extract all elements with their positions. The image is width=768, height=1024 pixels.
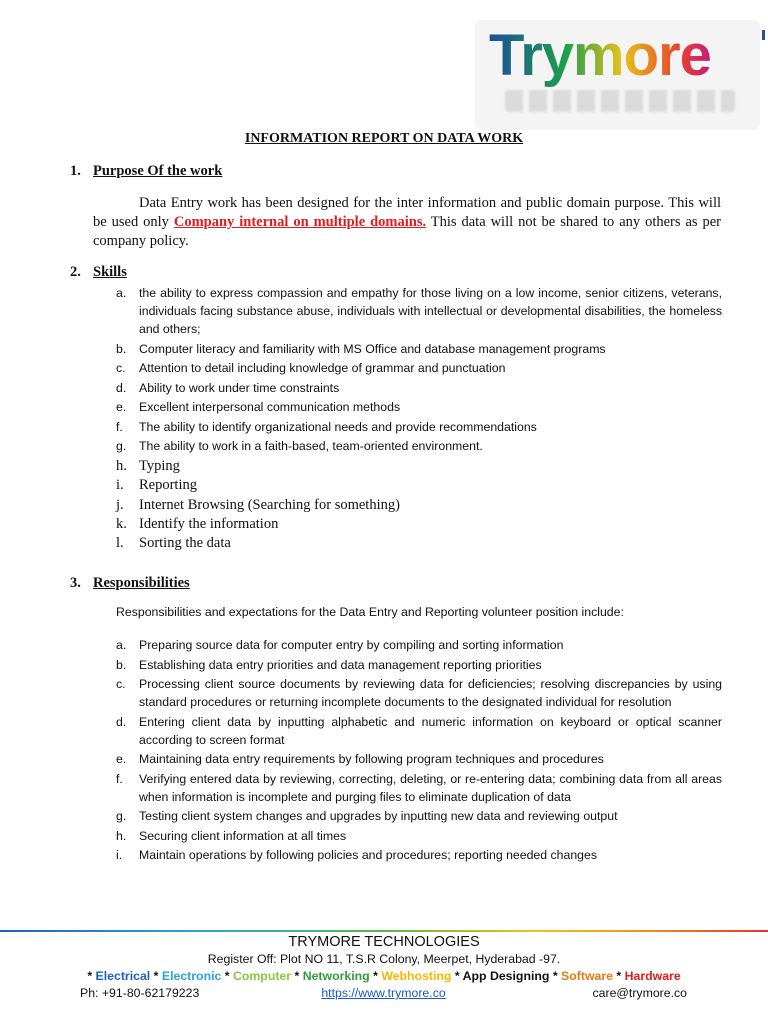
purpose-text: Data Entry work has been designed for the inter information and public domain purpose. This will be used only — [93, 195, 721, 230]
list-marker: a. — [116, 286, 127, 300]
section-number: 3. — [70, 575, 81, 591]
list-item — [116, 457, 722, 476]
service-separator: * — [616, 969, 622, 983]
list-item-text: Excellent interpersonal communication methods — [139, 400, 401, 414]
list-marker: l. — [116, 535, 124, 552]
list-item-text: Typing — [139, 458, 180, 474]
service-separator: * — [454, 969, 460, 983]
responsibilities-intro: Responsibilities and expectations for the Data Entry and Reporting volunteer position include: — [116, 605, 624, 619]
list-item-text: The ability to identify organizational needs and provide recommendations — [139, 419, 537, 434]
list-marker: c. — [116, 677, 126, 691]
list-item-text: Identify the information — [139, 515, 279, 532]
list-marker: d. — [116, 380, 127, 395]
section-number: 2. — [70, 264, 81, 280]
list-item — [116, 398, 722, 416]
section-number: 1. — [70, 163, 81, 179]
list-item-text: The ability to work in a faith-based, team-oriented environment. — [139, 439, 483, 453]
service-separator: * — [552, 969, 558, 983]
section-title: Purpose Of the work — [93, 163, 223, 179]
list-marker: i. — [116, 477, 124, 494]
list-marker: c. — [116, 361, 126, 375]
list-marker: g. — [116, 809, 127, 823]
list-item-text: Maintain operations by following policies and procedures; reporting needed changes — [139, 848, 598, 862]
list-item — [116, 636, 722, 654]
list-item — [116, 656, 722, 674]
list-item-text: Verifying entered data by reviewing, correcting, deleting, or re-entering data; combining data from all areas when information is incomplete and purging files to eliminate duplication of data — [139, 771, 722, 804]
list-marker: a. — [116, 638, 127, 652]
purpose-highlight: Company internal on multiple domains. — [173, 214, 427, 230]
list-item-text: Computer literacy and familiarity with MS Office and database management programs — [139, 341, 606, 356]
list-marker: b. — [116, 341, 127, 356]
footer-services — [0, 969, 768, 983]
list-item — [116, 846, 722, 864]
list-marker: j. — [116, 496, 124, 513]
list-marker: k. — [116, 515, 127, 532]
footer-company: TRYMORE TECHNOLOGIES — [288, 934, 480, 950]
list-item — [116, 770, 722, 806]
service-label: App Designing — [462, 969, 550, 983]
list-item — [116, 284, 722, 338]
list-item-text: Preparing source data for computer entry by compiling and sorting information — [139, 638, 564, 652]
list-item — [116, 340, 722, 358]
list-item-text: Securing client information at all times — [139, 828, 347, 843]
list-marker: g. — [116, 439, 127, 453]
section-purpose-heading — [70, 163, 222, 180]
service-separator: * — [153, 969, 159, 983]
list-item — [116, 515, 722, 534]
document-title: INFORMATION REPORT ON DATA WORK — [244, 131, 524, 146]
section-title: Responsibilities — [93, 575, 190, 591]
list-item — [116, 437, 722, 455]
list-marker: b. — [116, 657, 127, 672]
list-marker: f. — [116, 771, 123, 786]
service-label: Electrical — [95, 969, 151, 983]
list-item — [116, 807, 722, 825]
list-marker: d. — [116, 714, 127, 729]
list-item — [116, 359, 722, 377]
service-separator: * — [224, 969, 230, 983]
trymore-logo — [475, 20, 760, 130]
service-separator: * — [294, 969, 300, 983]
skills-list-basic — [116, 457, 722, 553]
list-item-text: Establishing data entry priorities and data management reporting priorities — [139, 657, 542, 672]
logo-reflection — [505, 90, 735, 112]
service-label: Networking — [302, 969, 370, 983]
list-item-text: Reporting — [139, 477, 197, 494]
skills-list — [116, 284, 722, 457]
footer-divider — [0, 930, 768, 932]
list-item-text: Ability to work under time constraints — [139, 380, 340, 395]
service-label: Computer — [232, 969, 292, 983]
list-item — [116, 675, 722, 711]
list-marker: h. — [116, 458, 127, 474]
list-marker: e. — [116, 752, 127, 766]
footer-phone: Ph: +91-80-62179223 — [80, 986, 200, 1000]
footer-website-link[interactable]: https://www.trymore.co — [321, 986, 446, 1000]
list-item-text: Attention to detail including knowledge of grammar and punctuation — [139, 361, 506, 375]
list-marker: h. — [116, 828, 127, 843]
list-marker: e. — [116, 400, 127, 414]
responsibilities-list — [116, 636, 722, 866]
purpose-paragraph — [93, 194, 721, 251]
section-responsibilities-heading — [70, 575, 190, 592]
list-item — [116, 827, 722, 845]
logo-text: Trymore — [489, 23, 711, 88]
list-item-text: Processing client source documents by reviewing data for deficiencies; resolving discrepancies by using standard procedures or returning incomplete documents to the designated individual for resolution — [139, 677, 722, 709]
list-marker: f. — [116, 419, 123, 434]
service-separator: * — [87, 969, 93, 983]
list-item-text: the ability to express compassion and empathy for those living on a low income, senior citizens, veterans, individuals facing substance abuse, individuals with intellectual or developmental disabilities, the homeless and others; — [139, 286, 722, 336]
service-label: Hardware — [624, 969, 681, 983]
list-item — [116, 379, 722, 397]
service-label: Electronic — [161, 969, 222, 983]
list-item — [116, 476, 722, 495]
service-label: Software — [561, 969, 613, 983]
list-item — [116, 496, 722, 515]
service-label: Webhosting — [381, 969, 452, 983]
list-item — [116, 713, 722, 749]
footer-address: Register Off: Plot NO 11, T.S.R Colony, Meerpet, Hyderabad -97. — [207, 952, 561, 966]
list-item-text: Sorting the data — [139, 535, 231, 552]
service-separator: * — [373, 969, 378, 983]
list-item-text: Internet Browsing (Searching for something) — [139, 496, 400, 513]
corner-mark — [762, 30, 765, 40]
section-skills-heading — [70, 264, 127, 281]
purpose-text-end: This data will not be shared to any others as per company policy. — [93, 214, 721, 249]
footer-email: care@trymore.co — [592, 986, 687, 1000]
list-item-text: Testing client system changes and upgrades by inputting new data and reviewing output — [139, 809, 618, 823]
list-item — [116, 418, 722, 436]
list-item-text: Maintaining data entry requirements by following program techniques and procedures — [139, 752, 604, 766]
list-item-text: Entering client data by inputting alphabetic and numeric information on keyboard or optical scanner according to screen format — [139, 714, 722, 747]
list-item — [116, 750, 722, 768]
list-item — [116, 534, 722, 553]
list-marker: i. — [116, 848, 123, 862]
section-title: Skills — [93, 264, 127, 280]
